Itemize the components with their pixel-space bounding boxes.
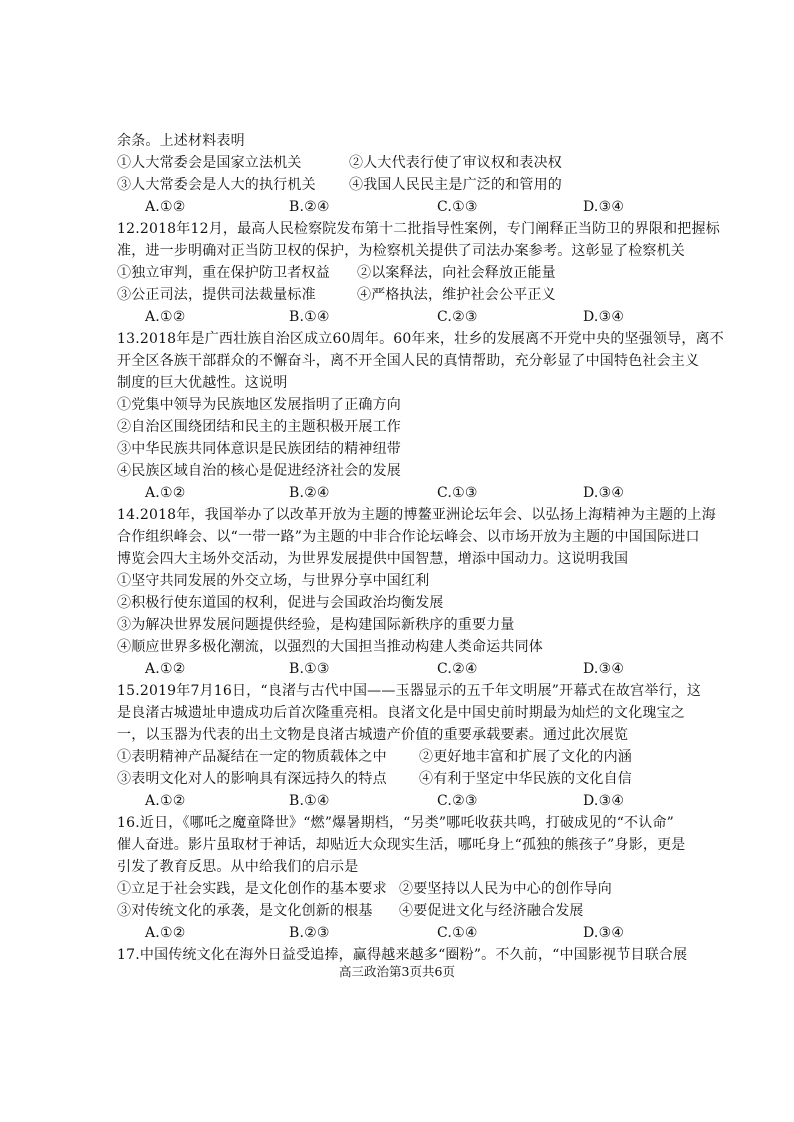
answer-choice: D.③④: [583, 199, 625, 215]
answer-choice: A.①②: [145, 925, 186, 941]
answer-choice: C.①④: [437, 925, 478, 941]
question-text: 16.近日，《哪吒之魔童降世》“燃”爆暑期档，“另类”哪吒收获共鸣，打破成见的“不认命”: [117, 815, 675, 831]
option: ④严格执法，维护社会公平正义: [357, 287, 556, 303]
answer-choice: B.②③: [289, 925, 330, 941]
option: ①坚守共同发展的外交立场，与世界分享中国红利: [117, 573, 430, 589]
answer-choice: D.③④: [583, 925, 625, 941]
question-text: 13.2018年是广西壮族自治区成立60周年。60年来，壮乡的发展离不开党中央的坚强领导，离不: [117, 331, 724, 347]
option: ③公正司法，提供司法裁量标准: [117, 287, 316, 303]
question-text: 催人奋进。影片虽取材于神话，却贴近大众现实生活，哪吒身上“孤独的熊孩子”身影，更是: [117, 837, 686, 853]
answer-choice: A.①②: [145, 793, 186, 809]
answer-choice: C.②③: [437, 309, 478, 325]
question-text: 开全区各族干部群众的不懈奋斗，离不开全国人民的真情帮助，充分彰显了中国特色社会主义: [117, 353, 700, 369]
option: ①人大常委会是国家立法机关: [117, 155, 302, 171]
option: ④有利于坚定中华民族的文化自信: [419, 771, 632, 787]
question-text: 余条。上述材料表明: [117, 133, 245, 149]
question-text: 是良渚古城遗址申遗成功后首次隆重亮相。良渚文化是中国史前时期最为灿烂的文化瑰宝之: [117, 705, 685, 721]
answer-choice: C.②③: [437, 793, 478, 809]
option: ③中华民族共同体意识是民族团结的精神纽带: [117, 441, 401, 457]
answer-choice: B.①③: [289, 661, 330, 677]
question-text: 14.2018年，我国举办了以改革开放为主题的博鳌亚洲论坛年会、以弘扬上海精神为主题的上海: [117, 507, 716, 523]
option: ④要促进文化与经济融合发展: [399, 903, 584, 919]
question-text: 准，进一步明确对正当防卫权的保护，为检察机关提供了司法办案参考。这彰显了检察机关: [117, 243, 685, 259]
answer-choice: A.①②: [145, 199, 186, 215]
question-text: 博览会四大主场外交活动，为世界发展提供中国智慧，增添中国动力。这说明我国: [117, 551, 629, 567]
option: ②以案释法，向社会释放正能量: [357, 265, 556, 281]
option: ④民族区域自治的核心是促进经济社会的发展: [117, 463, 401, 479]
option: ②更好地丰富和扩展了文化的内涵: [419, 749, 632, 765]
answer-choice: A.①②: [145, 309, 186, 325]
answer-choice: B.①④: [289, 309, 330, 325]
option: ②人大代表行使了审议权和表决权: [349, 155, 562, 171]
option: ④顺应世界多极化潮流，以强烈的大国担当推动构建人类命运共同体: [117, 639, 543, 655]
option: ③对传统文化的承袭，是文化创新的根基: [117, 903, 373, 919]
option: ①独立审判，重在保护防卫者权益: [117, 265, 330, 281]
answer-choice: A.①②: [145, 661, 186, 677]
option: ③人大常委会是人大的执行机关: [117, 177, 316, 193]
question-text: 引发了教育反思。从中给我们的启示是: [117, 859, 359, 875]
answer-choice: C.②④: [437, 661, 478, 677]
answer-choice: B.②④: [289, 199, 330, 215]
answer-choice: D.③④: [583, 793, 625, 809]
option: ①党集中领导为民族地区发展指明了正确方向: [117, 397, 401, 413]
answer-choice: D.③④: [583, 661, 625, 677]
answer-choice: C.①③: [437, 199, 478, 215]
answer-choice: B.②④: [289, 485, 330, 501]
option: ①立足于社会实践，是文化创作的基本要求: [117, 881, 387, 897]
answer-choice: A.①②: [145, 485, 186, 501]
question-text: 一，以玉器为代表的出土文物是良渚古城遗产价值的重要承载要素。通过此次展览: [117, 727, 629, 743]
answer-choice: D.③④: [583, 309, 625, 325]
option: ②要坚持以人民为中心的创作导向: [399, 881, 612, 897]
option: ③为解决世界发展问题提供经验，是构建国际新秩序的重要力量: [117, 617, 515, 633]
answer-choice: D.③④: [583, 485, 625, 501]
question-text: 合作组织峰会、以“一带一路”为主题的中非合作论坛峰会、以市场开放为主题的中国国际进口: [117, 529, 700, 545]
answer-choice: C.①③: [437, 485, 478, 501]
question-text: 15.2019年7月16日，“良渚与古代中国——玉器显示的五千年文明展”开幕式在故宫举行，这: [117, 683, 702, 699]
question-text: 制度的巨大优越性。这说明: [117, 375, 288, 391]
option: ②积极行使东道国的权利，促进与会国政治均衡发展: [117, 595, 444, 611]
question-text: 12.2018年12月，最高人民检察院发布第十二批指导性案例，专门阐释正当防卫的界限和把握标: [117, 221, 720, 237]
option: ③表明文化对人的影响具有深远持久的特点: [117, 771, 387, 787]
question-text: 17.中国传统文化在海外日益受追捧，赢得越来越多“圈粉”。不久前，“中国影视节目联合展: [117, 947, 688, 963]
option: ④我国人民民主是广泛的和管用的: [349, 177, 562, 193]
option: ②自治区围绕团结和民主的主题积极开展工作: [117, 419, 401, 435]
option: ①表明精神产品凝结在一定的物质载体之中: [117, 749, 387, 765]
answer-choice: B.①④: [289, 793, 330, 809]
page-footer: 高三政治第3页共6页: [339, 964, 455, 979]
